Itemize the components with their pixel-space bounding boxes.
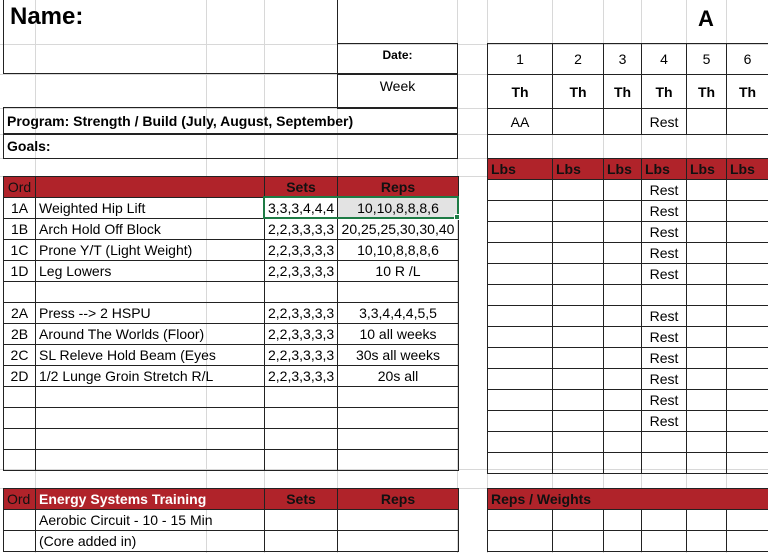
- lbs-cell[interactable]: [727, 285, 768, 306]
- lbs-cell[interactable]: Rest: [642, 243, 687, 264]
- lbs-row: [488, 285, 768, 306]
- rw-cell[interactable]: [727, 531, 768, 552]
- exercise-cell[interactable]: Leg Lowers: [36, 261, 265, 282]
- sets-cell[interactable]: [265, 282, 338, 303]
- lbs-cell[interactable]: [488, 390, 553, 411]
- sets-cell[interactable]: [265, 408, 338, 429]
- lbs-cell[interactable]: [727, 453, 768, 474]
- energy-title-header: Energy Systems Training: [36, 489, 265, 510]
- sets-cell[interactable]: 2,2,3,3,3,3: [265, 261, 338, 282]
- exercise-cell[interactable]: [36, 387, 265, 408]
- lbs-cell[interactable]: [604, 369, 642, 390]
- ord-cell[interactable]: 1A: [4, 198, 36, 219]
- rw-cell[interactable]: [604, 510, 642, 531]
- lbs-table: [487, 158, 768, 474]
- lbs-cell[interactable]: [553, 453, 604, 474]
- exercise-cell[interactable]: Arch Hold Off Block: [36, 219, 265, 240]
- lbs-cell[interactable]: [687, 243, 727, 264]
- lbs-cell[interactable]: [604, 411, 642, 432]
- week-day: Th: [488, 75, 553, 109]
- lbs-cell[interactable]: [687, 390, 727, 411]
- lbs-cell[interactable]: [604, 222, 642, 243]
- reps-cell[interactable]: [338, 510, 459, 531]
- lbs-cell[interactable]: [727, 201, 768, 222]
- lbs-cell[interactable]: [604, 453, 642, 474]
- lbs-cell[interactable]: Rest: [642, 369, 687, 390]
- lbs-cell[interactable]: [488, 453, 553, 474]
- energy-reps-header: Reps: [338, 489, 459, 510]
- reps-cell[interactable]: 10 all weeks: [338, 324, 459, 345]
- lbs-header: Lbs: [553, 159, 604, 180]
- exercise-cell[interactable]: [36, 408, 265, 429]
- week-day: Th: [727, 75, 768, 109]
- lbs-cell[interactable]: [727, 306, 768, 327]
- lbs-cell[interactable]: [553, 348, 604, 369]
- table-row: [4, 366, 459, 387]
- week-number: 3: [604, 44, 642, 75]
- ord-cell[interactable]: [4, 531, 36, 552]
- lbs-cell[interactable]: [687, 180, 727, 201]
- lbs-cell[interactable]: Rest: [642, 180, 687, 201]
- lbs-cell[interactable]: [687, 432, 727, 453]
- lbs-cell[interactable]: [727, 180, 768, 201]
- exercise-cell[interactable]: [36, 429, 265, 450]
- lbs-cell[interactable]: [727, 348, 768, 369]
- lbs-cell[interactable]: [727, 222, 768, 243]
- lbs-cell[interactable]: [727, 327, 768, 348]
- lbs-row: [488, 432, 768, 453]
- lbs-row: [488, 327, 768, 348]
- lbs-row: [488, 180, 768, 201]
- rw-cell[interactable]: [488, 510, 553, 531]
- lbs-cell[interactable]: [553, 264, 604, 285]
- exercise-cell[interactable]: [36, 450, 265, 471]
- exercise-cell[interactable]: Weighted Hip Lift: [36, 198, 265, 219]
- lbs-cell[interactable]: [553, 201, 604, 222]
- table-row: [4, 261, 459, 282]
- table-row: [4, 531, 459, 552]
- lbs-cell[interactable]: Rest: [642, 264, 687, 285]
- sets-cell[interactable]: [265, 510, 338, 531]
- exercise-header: [36, 177, 265, 198]
- lbs-row: [488, 369, 768, 390]
- reps-cell[interactable]: 10,10,8,8,8,6: [338, 240, 459, 261]
- lbs-cell[interactable]: [642, 432, 687, 453]
- weeks-header-table: [487, 43, 768, 159]
- lbs-cell[interactable]: [488, 201, 553, 222]
- lbs-cell[interactable]: Rest: [642, 411, 687, 432]
- rw-cell[interactable]: [642, 510, 687, 531]
- exercise-cell[interactable]: SL Releve Hold Beam (Eyes: [36, 345, 265, 366]
- week-note[interactable]: [687, 109, 727, 135]
- exercise-cell[interactable]: [36, 282, 265, 303]
- week-number: 2: [553, 44, 604, 75]
- lbs-cell[interactable]: [727, 369, 768, 390]
- rw-cell[interactable]: [488, 531, 553, 552]
- lbs-cell[interactable]: [687, 453, 727, 474]
- sets-cell[interactable]: 2,2,3,3,3,3: [265, 324, 338, 345]
- sets-header: Sets: [265, 177, 338, 198]
- reps-cell[interactable]: [338, 387, 459, 408]
- reps-weights-header: Reps / Weights: [488, 489, 768, 510]
- lbs-cell[interactable]: [687, 411, 727, 432]
- lbs-row: [488, 243, 768, 264]
- lbs-cell[interactable]: [488, 243, 553, 264]
- reps-cell[interactable]: 30s all weeks: [338, 345, 459, 366]
- lbs-cell[interactable]: [553, 411, 604, 432]
- lbs-row: [488, 411, 768, 432]
- date-label: Date:: [382, 48, 413, 62]
- program-text: Program: Strength / Build (July, August, September): [7, 113, 354, 129]
- ord-cell[interactable]: 1C: [4, 240, 36, 261]
- rw-cell[interactable]: [553, 531, 604, 552]
- lbs-cell[interactable]: [604, 348, 642, 369]
- lbs-row: [488, 390, 768, 411]
- week-number: 1: [488, 44, 553, 75]
- lbs-cell[interactable]: [604, 306, 642, 327]
- lbs-cell[interactable]: [727, 411, 768, 432]
- ord-cell[interactable]: 1B: [4, 219, 36, 240]
- table-row: [4, 324, 459, 345]
- table-row: [4, 345, 459, 366]
- lbs-cell[interactable]: [553, 390, 604, 411]
- sets-cell[interactable]: 3,3,3,4,4,4: [265, 198, 338, 219]
- rw-cell[interactable]: [553, 510, 604, 531]
- week-number: 5: [687, 44, 727, 75]
- lbs-cell[interactable]: [553, 243, 604, 264]
- exercise-cell[interactable]: Aerobic Circuit - 10 - 15 Min: [36, 510, 265, 531]
- sets-cell[interactable]: [265, 531, 338, 552]
- week-day: Th: [553, 75, 604, 109]
- lbs-header: Lbs: [488, 159, 553, 180]
- week-note[interactable]: AA: [488, 109, 553, 135]
- sets-cell[interactable]: [265, 387, 338, 408]
- ord-header: Ord: [4, 177, 36, 198]
- reps-weights-row: [488, 531, 768, 552]
- lbs-cell[interactable]: [687, 285, 727, 306]
- energy-table: [3, 488, 459, 552]
- lbs-cell[interactable]: [687, 348, 727, 369]
- sets-cell[interactable]: 2,2,3,3,3,3: [265, 219, 338, 240]
- reps-cell[interactable]: 20,25,25,30,30,40: [338, 219, 459, 240]
- table-row: [4, 408, 459, 429]
- lbs-cell[interactable]: [687, 222, 727, 243]
- sets-cell[interactable]: [265, 429, 338, 450]
- week-note[interactable]: [727, 109, 768, 135]
- lbs-header: Lbs: [727, 159, 768, 180]
- ord-cell[interactable]: [4, 510, 36, 531]
- lbs-cell[interactable]: [553, 432, 604, 453]
- lbs-cell[interactable]: Rest: [642, 348, 687, 369]
- ord-cell[interactable]: [4, 408, 36, 429]
- ord-cell[interactable]: [4, 387, 36, 408]
- table-row: [4, 303, 459, 324]
- table-row: [4, 282, 459, 303]
- sets-cell[interactable]: 2,2,3,3,3,3: [265, 366, 338, 387]
- lbs-cell[interactable]: [604, 285, 642, 306]
- ord-cell[interactable]: [4, 429, 36, 450]
- lbs-cell[interactable]: [642, 285, 687, 306]
- lbs-row: [488, 201, 768, 222]
- lbs-cell[interactable]: [488, 264, 553, 285]
- reps-cell[interactable]: [338, 450, 459, 471]
- fill-handle[interactable]: [454, 214, 460, 220]
- lbs-cell[interactable]: [604, 180, 642, 201]
- lbs-row: [488, 453, 768, 474]
- ord-cell[interactable]: 2D: [4, 366, 36, 387]
- lbs-cell[interactable]: [553, 306, 604, 327]
- lbs-cell[interactable]: [604, 264, 642, 285]
- reps-weights-row: [488, 510, 768, 531]
- lbs-row: [488, 222, 768, 243]
- strength-table: [3, 176, 459, 471]
- lbs-cell[interactable]: [604, 201, 642, 222]
- lbs-cell[interactable]: Rest: [642, 390, 687, 411]
- lbs-cell[interactable]: [604, 243, 642, 264]
- exercise-cell[interactable]: 1/2 Lunge Groin Stretch R/L: [36, 366, 265, 387]
- lbs-cell[interactable]: [687, 369, 727, 390]
- lbs-cell[interactable]: [687, 306, 727, 327]
- week-day: Th: [687, 75, 727, 109]
- exercise-cell[interactable]: (Core added in): [36, 531, 265, 552]
- lbs-cell[interactable]: [553, 327, 604, 348]
- rw-cell[interactable]: [687, 510, 727, 531]
- rw-cell[interactable]: [727, 510, 768, 531]
- rw-cell[interactable]: [642, 531, 687, 552]
- lbs-header: Lbs: [642, 159, 687, 180]
- lbs-cell[interactable]: Rest: [642, 201, 687, 222]
- lbs-cell[interactable]: [687, 264, 727, 285]
- table-row: [4, 240, 459, 261]
- week-note[interactable]: [553, 109, 604, 135]
- sets-cell[interactable]: 2,2,3,3,3,3: [265, 303, 338, 324]
- energy-ord-header: Ord: [4, 489, 36, 510]
- week-number: 4: [642, 44, 687, 75]
- lbs-cell[interactable]: [488, 432, 553, 453]
- week-number: 6: [727, 44, 768, 75]
- lbs-header: Lbs: [687, 159, 727, 180]
- lbs-cell[interactable]: [488, 348, 553, 369]
- lbs-cell[interactable]: Rest: [642, 222, 687, 243]
- lbs-cell[interactable]: [488, 411, 553, 432]
- lbs-cell[interactable]: Rest: [642, 327, 687, 348]
- table-row: [4, 429, 459, 450]
- reps-cell[interactable]: 20s all: [338, 366, 459, 387]
- lbs-cell[interactable]: [488, 306, 553, 327]
- table-row: [4, 198, 459, 219]
- ord-cell[interactable]: [4, 282, 36, 303]
- reps-cell[interactable]: [338, 429, 459, 450]
- sets-cell[interactable]: 2,2,3,3,3,3: [265, 240, 338, 261]
- energy-sets-header: Sets: [265, 489, 338, 510]
- sets-cell[interactable]: 2,2,3,3,3,3: [265, 345, 338, 366]
- reps-header: Reps: [338, 177, 459, 198]
- rw-cell[interactable]: [604, 531, 642, 552]
- week-blank-row[interactable]: [488, 135, 768, 159]
- week-note[interactable]: Rest: [642, 109, 687, 135]
- lbs-header: Lbs: [604, 159, 642, 180]
- table-row: [4, 387, 459, 408]
- ord-cell[interactable]: 1D: [4, 261, 36, 282]
- exercise-cell[interactable]: Prone Y/T (Light Weight): [36, 240, 265, 261]
- week-label: Week: [379, 78, 416, 94]
- lbs-cell[interactable]: [488, 327, 553, 348]
- lbs-cell[interactable]: [553, 369, 604, 390]
- week-day: Th: [642, 75, 687, 109]
- sets-cell[interactable]: [265, 450, 338, 471]
- reps-cell[interactable]: [338, 531, 459, 552]
- phase-letter: A: [698, 6, 714, 31]
- goals-label[interactable]: Goals:: [7, 138, 51, 154]
- week-note[interactable]: [604, 109, 642, 135]
- ord-cell[interactable]: [4, 450, 36, 471]
- lbs-cell[interactable]: [553, 180, 604, 201]
- reps-cell[interactable]: 10,10,8,8,8,6: [338, 198, 459, 219]
- table-row: [4, 510, 459, 531]
- lbs-cell[interactable]: [553, 285, 604, 306]
- lbs-cell[interactable]: [488, 222, 553, 243]
- ord-cell[interactable]: 2B: [4, 324, 36, 345]
- lbs-cell[interactable]: [488, 369, 553, 390]
- table-row: [4, 219, 459, 240]
- reps-cell[interactable]: 10 R /L: [338, 261, 459, 282]
- reps-weights-table: [487, 488, 768, 552]
- name-label: Name:: [10, 3, 84, 30]
- reps-cell[interactable]: 3,3,4,4,4,5,5: [338, 303, 459, 324]
- reps-cell[interactable]: [338, 408, 459, 429]
- lbs-cell[interactable]: Rest: [642, 306, 687, 327]
- lbs-cell[interactable]: [553, 222, 604, 243]
- exercise-cell[interactable]: Press --> 2 HSPU: [36, 303, 265, 324]
- lbs-cell[interactable]: [727, 264, 768, 285]
- rw-cell[interactable]: [687, 531, 727, 552]
- table-row: [4, 450, 459, 471]
- lbs-row: [488, 348, 768, 369]
- lbs-row: [488, 264, 768, 285]
- ord-cell[interactable]: 2C: [4, 345, 36, 366]
- lbs-cell[interactable]: [727, 432, 768, 453]
- ord-cell[interactable]: 2A: [4, 303, 36, 324]
- lbs-cell[interactable]: [488, 180, 553, 201]
- lbs-cell[interactable]: [604, 327, 642, 348]
- lbs-cell[interactable]: [488, 285, 553, 306]
- reps-cell[interactable]: [338, 282, 459, 303]
- lbs-cell[interactable]: [687, 201, 727, 222]
- exercise-cell[interactable]: Around The Worlds (Floor): [36, 324, 265, 345]
- lbs-cell[interactable]: [687, 327, 727, 348]
- lbs-cell[interactable]: [642, 453, 687, 474]
- lbs-cell[interactable]: [727, 390, 768, 411]
- week-day: Th: [604, 75, 642, 109]
- lbs-row: [488, 306, 768, 327]
- lbs-cell[interactable]: [604, 432, 642, 453]
- lbs-cell[interactable]: [604, 390, 642, 411]
- lbs-cell[interactable]: [727, 243, 768, 264]
